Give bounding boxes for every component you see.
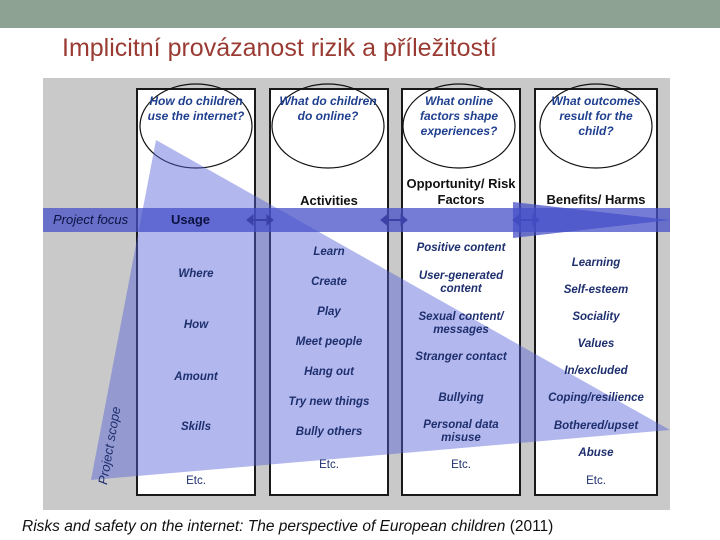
activity-item: Try new things bbox=[288, 396, 370, 408]
question-4: What outcomes result for the child? bbox=[551, 94, 641, 138]
header-activities: Activities bbox=[300, 193, 358, 208]
outcome-item: Sociality bbox=[572, 311, 620, 323]
usage-item: Where bbox=[178, 268, 214, 280]
project-scope-label: Project scope bbox=[95, 405, 124, 486]
question-3: What online factors shape experiences? bbox=[419, 94, 499, 138]
outcome-item: Abuse bbox=[578, 447, 614, 459]
activity-item: Hang out bbox=[304, 366, 354, 378]
outcome-item: Learning bbox=[571, 257, 621, 269]
question-1: How do children use the internet? bbox=[147, 94, 245, 123]
activity-item: Create bbox=[311, 276, 347, 288]
usage-item: Skills bbox=[180, 421, 212, 433]
header-outcomes: Benefits/ Harms bbox=[546, 192, 646, 207]
usage-item: Etc. bbox=[186, 475, 206, 487]
activity-item: Play bbox=[317, 306, 341, 318]
outcome-item: Etc. bbox=[586, 475, 606, 487]
question-2: What do children do online? bbox=[279, 94, 377, 123]
factor-item: Etc. bbox=[451, 459, 471, 471]
caption-year: (2011) bbox=[509, 518, 554, 535]
source-caption bbox=[22, 518, 553, 536]
factor-item: User-generated content bbox=[418, 270, 504, 295]
outcome-item: Coping/resilience bbox=[548, 392, 644, 404]
framework-diagram bbox=[43, 78, 670, 510]
outcome-item: Bothered/upset bbox=[553, 420, 639, 432]
usage-item: Amount bbox=[174, 371, 218, 383]
top-banner bbox=[0, 0, 720, 28]
usage-item: How bbox=[183, 319, 209, 331]
activity-item: Meet people bbox=[295, 336, 363, 348]
outcome-item: Values bbox=[577, 338, 615, 350]
caption-title: Risks and safety on the internet: The perspective of European children bbox=[22, 518, 506, 535]
header-factors: Opportunity/ Risk Factors bbox=[406, 176, 516, 207]
factor-item: Sexual content/ messages bbox=[418, 311, 504, 336]
factor-item: Bullying bbox=[438, 392, 484, 404]
project-focus-label: Project focus bbox=[53, 212, 129, 227]
activity-item: Learn bbox=[313, 246, 345, 258]
activity-item: Bully others bbox=[295, 426, 363, 438]
factor-item: Stranger contact bbox=[415, 351, 507, 363]
outcome-item: In/excluded bbox=[564, 365, 628, 377]
header-usage: Usage bbox=[171, 212, 211, 227]
factor-item: Personal data misuse bbox=[423, 419, 499, 444]
slide-title: Implicitní provázanost rizik a příležitostí bbox=[62, 34, 497, 62]
activity-item: Etc. bbox=[319, 459, 339, 471]
outcome-item: Self-esteem bbox=[563, 284, 629, 296]
factor-item: Positive content bbox=[416, 242, 506, 254]
